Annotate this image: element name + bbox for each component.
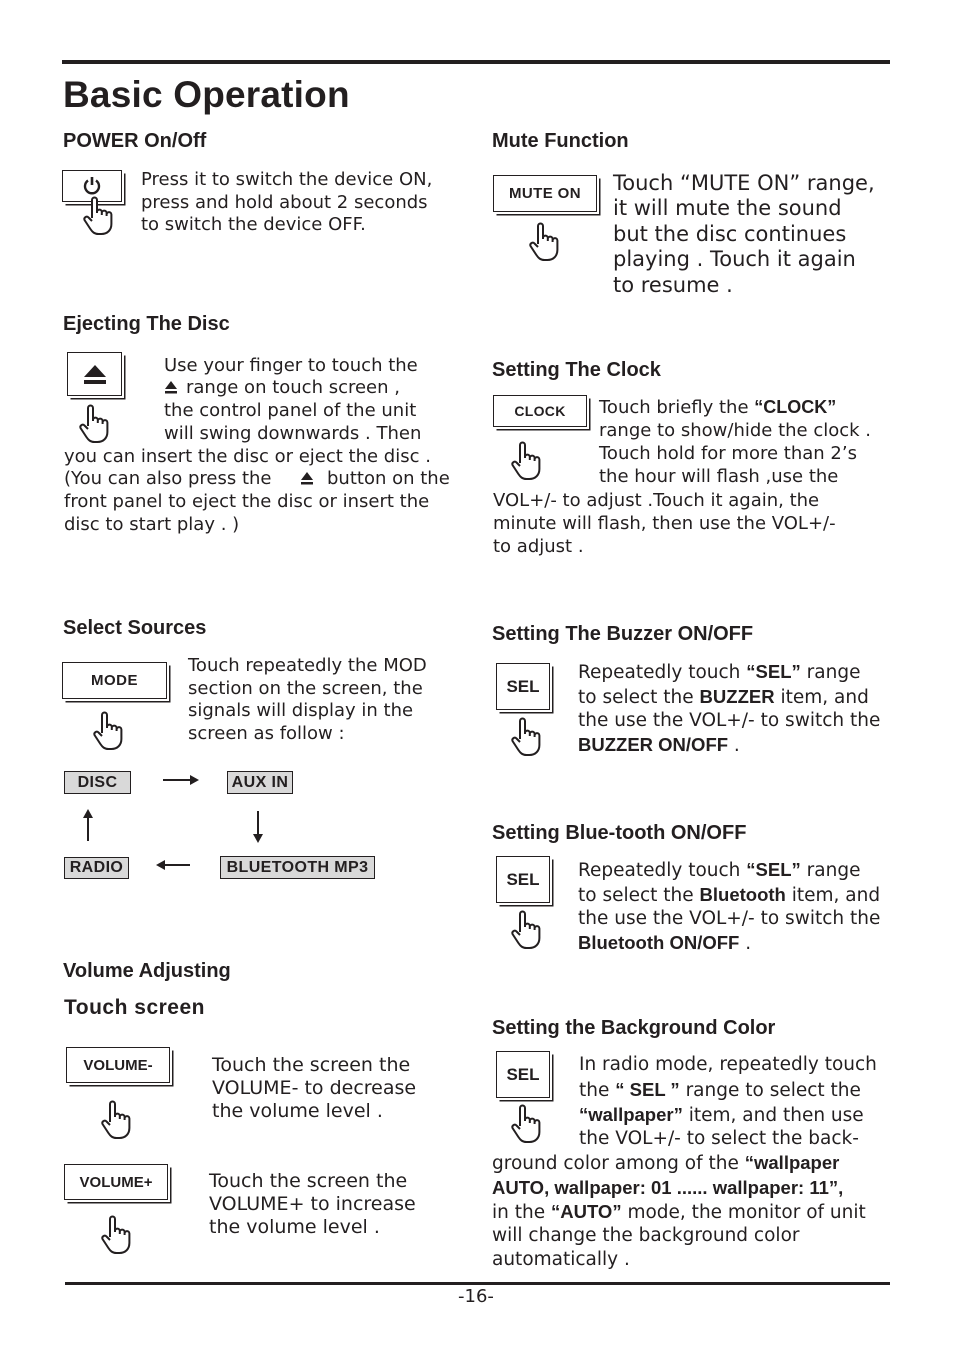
mute-text-1: Touch “MUTE ON” range, (613, 171, 875, 195)
eject-text-3: the control panel of the unit (164, 400, 417, 421)
background-text-5: ground color among of the “wallpaper (492, 1152, 840, 1174)
clock-text-1: Touch briefly the “CLOCK” (599, 397, 837, 418)
source-radio: RADIO (64, 857, 129, 879)
eject-text-4: will swing downwards . Then (164, 423, 422, 444)
hand-pointer-icon (92, 711, 124, 751)
eject-icon (164, 381, 178, 394)
sel-button[interactable]: SEL (496, 663, 550, 710)
buzzer-text-1: Repeatedly touch “SEL” range (578, 661, 861, 683)
eject-icon (82, 363, 108, 385)
volume-minus-text-3: the volume level . (212, 1100, 383, 1122)
mute-text-3: but the disc continues (613, 222, 847, 246)
power-heading: POWER On/Off (63, 130, 207, 152)
mode-button[interactable]: MODE (62, 662, 167, 699)
arrow-left-icon (155, 859, 191, 871)
source-disc: DISC (64, 771, 131, 794)
background-text-7: in the “AUTO” mode, the monitor of unit (492, 1201, 866, 1223)
hand-pointer-icon (510, 1104, 542, 1144)
top-rule (62, 60, 890, 64)
buzzer-text-3: the use the VOL+/- to switch the (578, 710, 881, 731)
arrow-down-icon (252, 810, 264, 844)
eject-icon (300, 472, 314, 485)
sources-text-3: signals will display in the (188, 700, 414, 721)
buzzer-text-4: BUZZER ON/OFF . (578, 734, 740, 756)
power-text-1: Press it to switch the device ON, (141, 169, 433, 190)
background-heading: Setting the Background Color (492, 1017, 776, 1039)
hand-pointer-icon (82, 196, 114, 236)
mute-on-button[interactable]: MUTE ON (493, 175, 597, 212)
arrow-up-icon (82, 808, 94, 842)
hand-pointer-icon (528, 222, 560, 262)
hand-pointer-icon (100, 1215, 132, 1255)
eject-text-7: front panel to eject the disc or insert the (64, 491, 430, 512)
volume-minus-text-1: Touch the screen the (212, 1054, 411, 1076)
sources-text-2: section on the screen, the (188, 678, 423, 699)
eject-text-5: you can insert the disc or eject the disc . (64, 446, 431, 467)
bluetooth-text-1: Repeatedly touch “SEL” range (578, 859, 861, 881)
volume-minus-text-2: VOLUME- to decrease (212, 1077, 417, 1099)
eject-heading: Ejecting The Disc (63, 313, 230, 335)
hand-pointer-icon (510, 717, 542, 757)
background-text-6: AUTO, wallpaper: 01 ...... wallpaper: 11”, (492, 1177, 844, 1198)
mute-text-4: playing . Touch it again (613, 247, 856, 271)
clock-text-6: minute will flash, then use the VOL+/- (493, 513, 836, 534)
sources-heading: Select Sources (63, 617, 207, 639)
volume-minus-button[interactable]: VOLUME- (66, 1047, 170, 1083)
bottom-rule (65, 1282, 890, 1285)
hand-pointer-icon (78, 404, 110, 444)
eject-text-6a: (You can also press the (64, 468, 272, 489)
arrow-right-icon (162, 774, 200, 786)
clock-text-5: VOL+/- to adjust .Touch it again, the (493, 490, 820, 511)
hand-pointer-icon (510, 910, 542, 950)
hand-pointer-icon (100, 1100, 132, 1140)
background-text-4: the VOL+/- to select the back- (579, 1128, 859, 1149)
background-text-9: automatically . (492, 1249, 630, 1270)
buzzer-text-2: to select the BUZZER item, and (578, 686, 869, 708)
power-text-3: to switch the device OFF. (141, 214, 366, 235)
clock-heading: Setting The Clock (492, 359, 661, 381)
bluetooth-text-4: Bluetooth ON/OFF . (578, 932, 752, 954)
clock-text-2: range to show/hide the clock . (599, 420, 872, 441)
source-aux-in: AUX IN (227, 771, 293, 794)
clock-text-4: the hour will flash ,use the (599, 466, 839, 487)
sel-button[interactable]: SEL (496, 1051, 550, 1098)
background-text-2: the “ SEL ” range to select the (579, 1079, 861, 1101)
volume-subheading: Touch screen (64, 996, 205, 1019)
background-text-8: will change the background color (492, 1225, 800, 1246)
mute-text-2: it will mute the sound (613, 196, 842, 220)
background-text-1: In radio mode, repeatedly touch (579, 1054, 877, 1075)
source-bluetooth-mp3: BLUETOOTH MP3 (220, 856, 375, 879)
clock-button[interactable]: CLOCK (493, 395, 587, 427)
clock-text-7: to adjust . (493, 536, 584, 557)
power-icon (82, 176, 102, 196)
eject-button[interactable] (67, 352, 122, 396)
volume-plus-text-3: the volume level . (209, 1216, 380, 1238)
volume-plus-button[interactable]: VOLUME+ (64, 1164, 168, 1200)
volume-plus-text-1: Touch the screen the (209, 1170, 408, 1192)
bluetooth-text-3: the use the VOL+/- to switch the (578, 908, 881, 929)
volume-heading: Volume Adjusting (63, 960, 231, 982)
hand-pointer-icon (510, 441, 542, 481)
power-text-2: press and hold about 2 seconds (141, 192, 428, 213)
bluetooth-heading: Setting Blue-tooth ON/OFF (492, 822, 747, 844)
eject-text-2: range on touch screen , (186, 377, 400, 398)
clock-text-3: Touch hold for more than 2’s (599, 443, 857, 464)
volume-plus-text-2: VOLUME+ to increase (209, 1193, 416, 1215)
eject-text-1: Use your finger to touch the (164, 355, 418, 376)
page-title: Basic Operation (63, 74, 350, 115)
eject-text-6b: button on the (327, 468, 450, 489)
bluetooth-text-2: to select the Bluetooth item, and (578, 884, 881, 906)
page-number: -16- (458, 1286, 494, 1307)
sources-text-4: screen as follow : (188, 723, 345, 744)
mute-text-5: to resume . (613, 273, 733, 297)
mute-heading: Mute Function (492, 130, 629, 152)
sources-text-1: Touch repeatedly the MOD (188, 655, 427, 676)
eject-text-8: disc to start play . ) (64, 514, 240, 535)
background-text-3: “wallpaper” item, and then use (579, 1104, 864, 1126)
buzzer-heading: Setting The Buzzer ON/OFF (492, 623, 754, 645)
sel-button[interactable]: SEL (496, 856, 550, 903)
